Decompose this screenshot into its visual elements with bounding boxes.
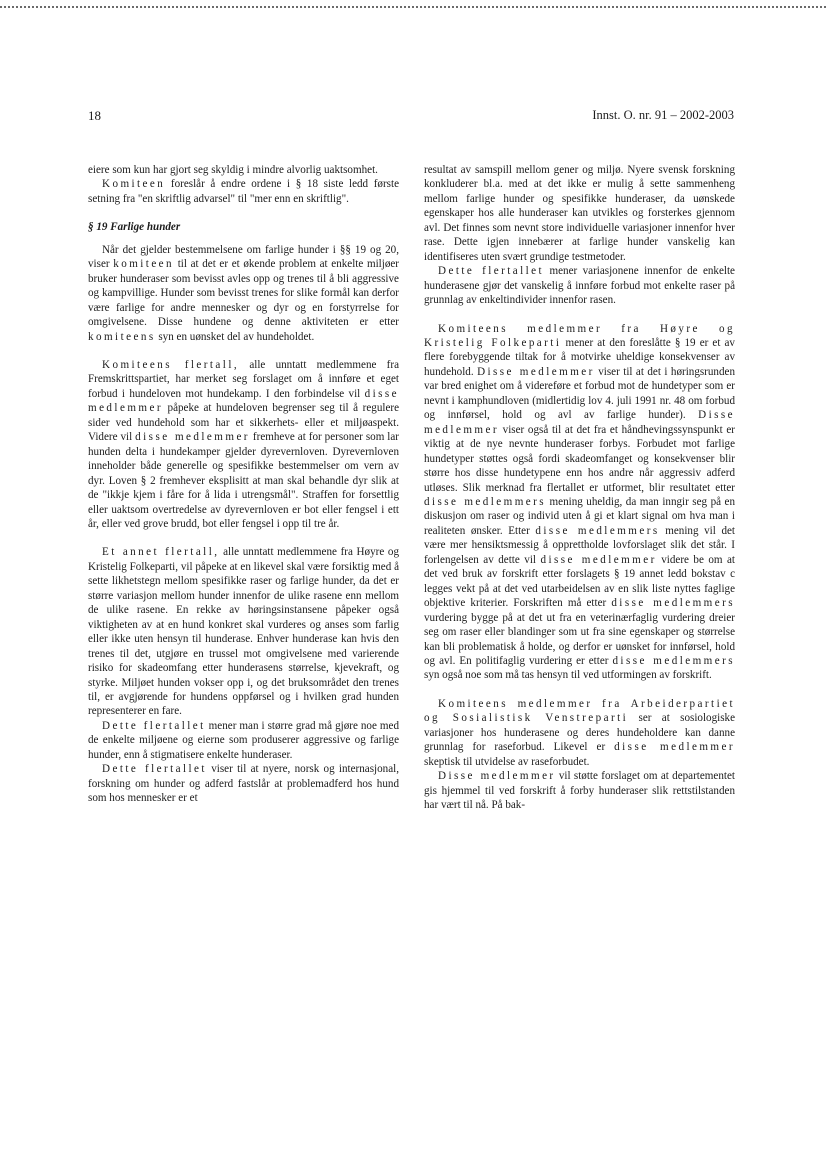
paragraph-text: videre be om at det ved bruk av forskrift etter forslagets § 19 annet ledd bokstav c legges vekt på at det ved utarbeidelsen av en slik liste nyttes faglige objektive kriterier. Forskriften må etter — [424, 553, 736, 610]
paragraph-text: fremheve at for personer som lar hunden delta i hundekamper gjelder dyrevernloven. Dyrevernloven inneholder både generelle og spesifikke bestemmelser om vern av dyr. Loven § 2 fremhever eksplisitt at man skal behandle dyr slik at de "ikkje kjem i fåre for å lida i utrengsmål". Straffen for forsettlig eller uaktsom overtredelse av dyrevernloven er bot eller fengsel i ett år, eller ved grove brudd, bot eller fengsel i opp til tre år. — [88, 431, 399, 530]
paragraph-text: vurdering bygge på at det ut fra en veterinærfaglig vurdering dreier seg om raser eller blandinger som ut fra sine egenskaper og størrelse kan bli problematisk å holde, og derfor er uønsket for innførsel, hold og avl. En politifaglig vurdering er etter — [424, 611, 735, 667]
paragraph-text: syn også noe som må tas hensyn til ved utformingen av forskrift. — [424, 669, 712, 682]
paragraph — [88, 177, 399, 206]
paragraph-text: mener at den foreslåtte § 19 er et av flere forebyggende tiltak for å motvirke uheldige konsekvenser av hundehold. — [424, 336, 735, 378]
paragraph-text: alle unntatt medlemmene fra Fremskrittspartiet, har merket seg forslaget om å innføre et eget forbud i hundeloven mot hundekamp. I den forbindelse vil — [88, 358, 399, 400]
paragraph — [88, 762, 399, 805]
spaced-term: Komiteen — [102, 178, 166, 191]
paragraph-text: viser til at det i høringsrunden var bred enighet om å videreføre et forbud mot de hundetyper som er nevnt i kamphundloven (midlertidig lov 4. juli 1991 nr. 48 om forbud og innførsel, hold og avl av farlige hunder). — [424, 365, 735, 422]
spaced-term: disse medlemmer — [540, 553, 657, 566]
paragraph-text: mening vil det være mer hensiktsmessig å opprettholde lovforslaget slik det står. I forlengelsen av dette vil — [424, 524, 735, 566]
page-header — [0, 108, 826, 128]
paragraph: resultat av samspill mellom gener og miljø. Nyere svensk forskning konkluderer bl.a. med at det ikke er mulig å sette sammenheng mellom farlige hunder og spesifikke hunderaser, da uønskede egenskaper hos alle hunderaser kan utvikles og forsterkes gjennom avl. Det finnes som nevnt store individuelle variasjoner innenfor hver rase. Dette igjen innebærer at farlige hunder vanskelig kan identifiseres uten svært grundige testmetoder. — [424, 164, 735, 263]
paragraph-text: påpeke at hundeloven begrenser seg til å regulere sider ved hundehold som har et sikkerhets- eller et miljøaspekt. Videre vil — [88, 402, 399, 444]
spaced-term: disse medlemmers — [612, 654, 735, 667]
paragraph-text: til at det er et økende problem at enkelte miljøer bruker hunderaser som bevisst avles opp og trenes til å bli aggressive og kampvillige. Hunder som bevisst trenes for slike formål kan derfor være farlige for andre mennesker og dyr og en forstyrrelse for omgivelsene. Disse hundene og denne aktiviteten er etter — [88, 258, 400, 329]
paragraph — [88, 545, 399, 718]
paragraph — [424, 697, 735, 769]
right-column — [424, 163, 735, 812]
paragraph — [424, 264, 735, 307]
left-column — [88, 163, 399, 806]
paragraph-text: mener variasjonene innenfor de enkelte hunderasene gjør det vanskelig å innføre forbud mot enkelte raser på grunnlag av enkeltindivider innenfor rasen. — [424, 265, 735, 307]
spaced-term: Disse medlemmer — [477, 365, 595, 378]
paragraph — [88, 243, 399, 344]
spaced-term: Komiteens flertall, — [102, 358, 240, 371]
paragraph: eiere som kun har gjort seg skyldig i mindre alvorlig uaktsomhet. — [88, 164, 378, 176]
paragraph-text: syn en uønsket del av hundeholdet. — [155, 330, 315, 343]
paragraph-text: alle unntatt medlemmene fra Høyre og Kristelig Folkeparti, vil påpeke at en likevel skal være forsiktig med å sette likhetstegn mellom spesifikke raser og farlige hunder, da det er større variasjon mellom hunder innenfor de ulike rasene enn mellom de ulike rasene. En rekke av høringsinstansene påpeker også viktigheten av at en hund konkret skal vurderes og anses som farlig eller ikke uten hensyn til hunderase. Enhver hunderase kan hvis den trenes til det, utgjøre en trussel mot omgivelsene med varierende risiko for skadeomfang etter hunderasens størrelse, kjevekraft, og styrke. Miljøet hunden vokser opp i, og det bruksområdet den trenes til, er avgjørende for hundens oppførsel og i hvilken grad hunden representerer en fare. — [88, 546, 399, 718]
spaced-term: Et annet flertall, — [102, 546, 220, 559]
spaced-term: Dette flertallet — [102, 719, 206, 732]
paragraph-text: foreslår å endre ordene i § 18 siste ledd første setning fra "en skriftlig advarsel" til "mer enn en skriftlig". — [88, 178, 399, 205]
spaced-term: disse medlemmer — [88, 387, 399, 415]
spaced-term: komiteens — [88, 330, 156, 343]
paragraph — [424, 769, 735, 812]
document-reference: Innst. O. nr. 91 – 2002-2003 — [592, 108, 734, 122]
spaced-term: Dette flertallet — [438, 265, 545, 278]
scan-edge-dots — [0, 6, 826, 8]
spaced-term: disse medlemmers — [611, 597, 735, 610]
section-heading: § 19 Farlige hunder — [88, 221, 181, 234]
paragraph — [424, 322, 735, 683]
spaced-term: Disse medlemmer — [438, 770, 556, 783]
paragraph-text: viser også til at det fra et håndhevingssynspunkt er viktig at de nye nevnte hunderaser forbys. Forbudet mot farlige hundetyper støttes også fordi skadeomfanget og konsekvenser blir større hos disse hundetypene enn hos andre når aggressiv adferd utløses. Slik merknad fra flertallet er utformet, blir resultatet etter — [424, 423, 735, 494]
spaced-term: disse medlemmers — [424, 495, 547, 508]
paragraph-text: ser at sosiologiske variasjoner hos hunderasene og deres hundeholdere kan danne grunnlag for raseforbud. Likevel er — [424, 712, 736, 754]
paragraph-text: skeptisk til utvidelse av raseforbudet. — [424, 755, 590, 768]
spaced-term: komiteen — [113, 258, 175, 271]
spaced-term: Komiteens medlemmer fra Høyre og Kristelig Folkeparti — [424, 322, 735, 349]
paragraph — [88, 358, 399, 531]
paragraph-text: vil støtte forslaget om at departementet gis hjemmel til ved forskrift å forby hunderaser slik rettstilstanden har vært til nå. På bak- — [424, 770, 735, 812]
spaced-term: disse medlemmer — [614, 741, 735, 754]
page-number: 18 — [88, 108, 101, 123]
spaced-term: disse medlemmer — [135, 431, 250, 444]
spaced-term: Komiteens medlemmer fra Arbeiderpartiet og Sosialistisk Venstreparti — [424, 697, 735, 725]
spaced-term: disse medlemmers — [535, 524, 660, 537]
paragraph-text: mening uheldig, da man inngir seg på en diskusjon om raser og individ uten å gi et klart signal om hva man i realiteten ønsker. Etter — [424, 495, 735, 537]
paragraph-text: Når det gjelder bestemmelsene om farlige hunder i §§ 19 og 20, viser — [88, 243, 399, 271]
spaced-term: Dette flertallet — [102, 763, 207, 776]
paragraph — [88, 719, 399, 762]
paragraph-text: viser til at nyere, norsk og internasjonal, forskning om hunder og adferd fastslår at problemadferd hos hund som hos mennesker er et — [88, 763, 399, 805]
spaced-term: Disse medlemmer — [424, 409, 735, 436]
paragraph-text: mener man i større grad må gjøre noe med de enkelte miljøene og eierne som produserer aggressive og farlige hunder, enn å stigmatisere enkelte hunderaser. — [88, 719, 399, 761]
